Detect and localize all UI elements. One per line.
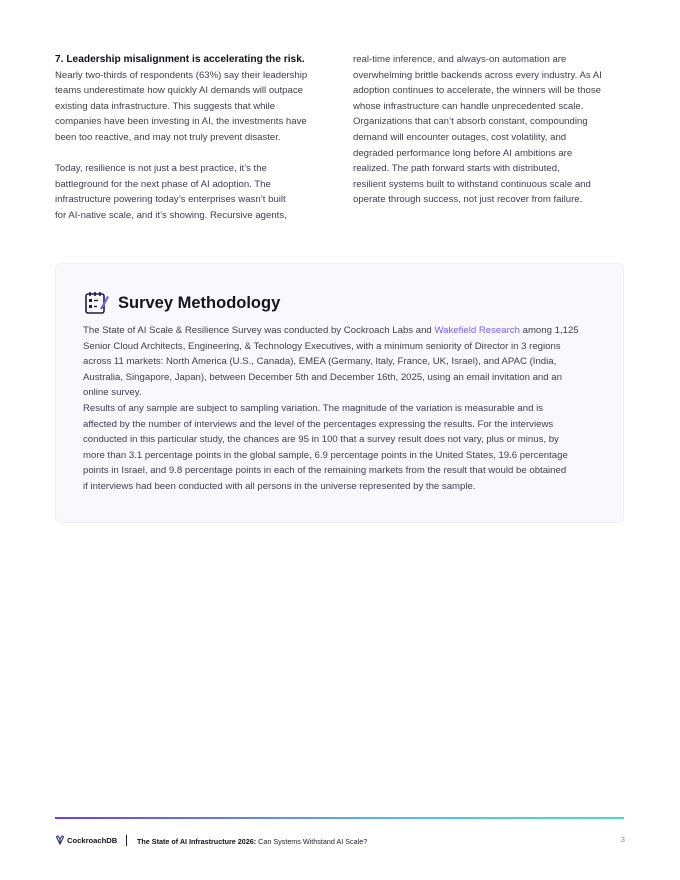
survey-checklist-icon [84, 290, 110, 316]
text-line: teams underestimate how quickly AI demands will outpace [55, 85, 303, 97]
text-line: realized. The path forward starts with distributed, [353, 163, 560, 175]
text-line: across 11 markets: North America (U.S., Canada), EMEA (Germany, Italy, France, UK, Israel), and APAC (India, [83, 356, 557, 368]
cockroach-logo-icon [55, 835, 65, 845]
left-paragraph-2 [55, 161, 327, 223]
methodology-paragraph-2 [83, 401, 608, 495]
methodology-paragraph-1 [83, 323, 608, 401]
logo-text: CockroachDB [67, 835, 118, 845]
page-number: 3 [620, 835, 625, 844]
page-footer [55, 835, 625, 849]
right-column [353, 52, 625, 208]
text-line: Organizations that can’t absorb constant, compounding [353, 116, 588, 128]
text-line: points in Israel, and 9.8 percentage points in each of the remaining markets from the result that would be obtained [83, 465, 567, 477]
text-line: been too reactive, and may not truly prevent disaster. [55, 131, 281, 143]
text-line: conducted in this particular study, the chances are 95 in 100 that a survey result does not vary, plus or minus, by [83, 434, 559, 446]
text-line: overwhelming brittle backends across every industry. As AI [353, 69, 602, 81]
wakefield-research-link[interactable]: Wakefield Research [434, 325, 520, 336]
methodology-box [55, 263, 624, 523]
text-line: Results of any sample are subject to sampling variation. The magnitude of the variation is measurable and is [83, 402, 544, 414]
cockroachdb-logo [55, 835, 117, 845]
text-segment: The State of AI Scale & Resilience Survey was conducted by Cockroach Labs and [83, 325, 435, 336]
methodology-body [83, 323, 608, 495]
text-line: degraded performance long before AI ambitions are [353, 147, 573, 159]
left-paragraph-1 [55, 68, 327, 146]
text-line: adoption continues to accelerate, the winners will be those [353, 85, 601, 97]
text-line: resilient systems built to withstand continuous scale and [353, 178, 591, 190]
text-line: Today, resilience is not just a best practice, it’s the [55, 163, 267, 175]
methodology-header [84, 290, 280, 316]
right-paragraph [353, 52, 625, 208]
section-heading: 7. Leadership misalignment is accelerating the risk. [55, 54, 305, 65]
text-line: whose infrastructure can handle unprecedented scale. [353, 100, 584, 112]
text-line: Senior Cloud Architects, Engineering, & Technology Executives, with a minimum seniority of Director in 3 regions [83, 340, 561, 352]
text-line: companies have been investing in AI, the investments have [55, 116, 307, 128]
paragraph-gap [55, 146, 327, 162]
document-title [137, 837, 367, 846]
methodology-title: Survey Methodology [118, 293, 281, 312]
document-title-bold: The State of AI Infrastructure 2026: [137, 837, 257, 846]
text-line: affected by the number of interviews and the level of the percentages expressing the results. For the interviews [83, 418, 554, 430]
text-line: Australia, Singapore, Japan), between December 5th and December 16th, 2025, using an email invitation and an [83, 371, 562, 383]
text-line: online survey. [83, 387, 142, 399]
text-line: Nearly two-thirds of respondents (63%) say their leadership [55, 69, 308, 81]
text-line: for AI-native scale, and it’s showing. Recursive agents, [55, 209, 287, 221]
left-column [55, 52, 327, 224]
footer-divider [55, 817, 624, 819]
text-line: existing data infrastructure. This suggests that while [55, 100, 276, 112]
text-line: more than 3.1 percentage points in the global sample, 6.9 percentage points in the United States, 19.6 percentage [83, 449, 568, 461]
footer-separator [126, 835, 127, 846]
text-line: infrastructure powering today’s enterprises wasn’t built [55, 194, 286, 206]
text-line: demand will encounter outages, cost volatility, and [353, 131, 567, 143]
text-line: operate through success, not just recover from failure. [353, 194, 583, 206]
text-segment: among 1,125 [519, 325, 579, 336]
text-line: if interviews had been conducted with all persons in the universe represented by the sample. [83, 480, 476, 492]
document-title-rest: Can Systems Withstand AI Scale? [256, 837, 368, 846]
text-line: real-time inference, and always-on automation are [353, 54, 567, 65]
text-line: battleground for the next phase of AI adoption. The [55, 178, 271, 190]
